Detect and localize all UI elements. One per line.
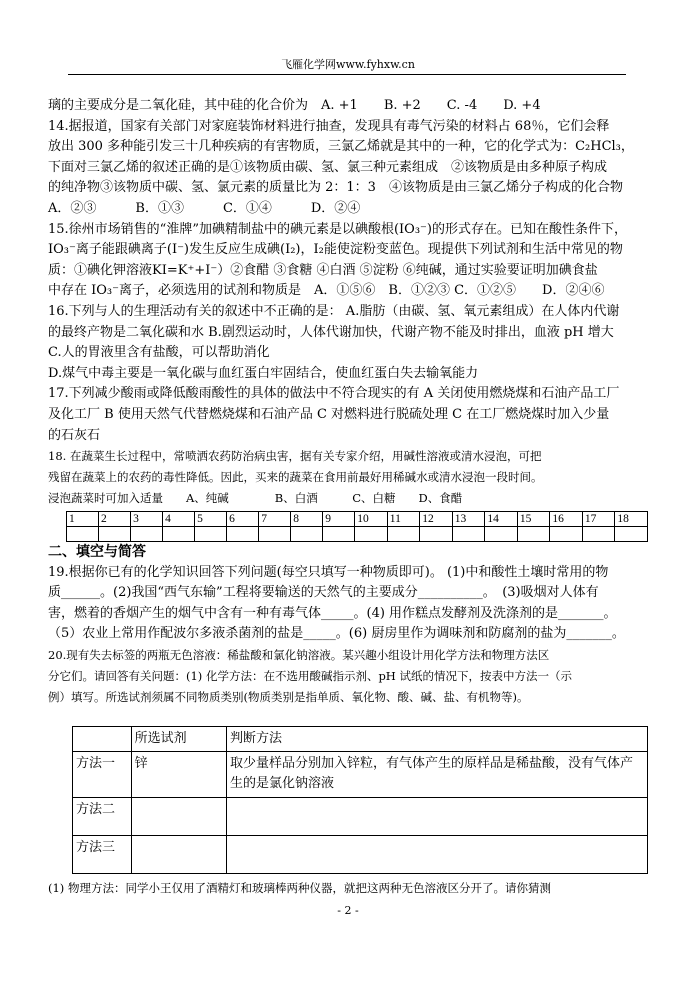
question-line: 15.徐州市场销售的“淮牌”加碘精制盐中的碘元素是以碘酸根(IO₃⁻)的形式存在。已知在酸性条件下， [48, 221, 627, 237]
question-line: 及化工厂 B 使用天然气代替燃烧煤和石油产品 C 对燃料进行脱硫处理 C 在工厂燃烧煤时加入少量 [48, 406, 610, 422]
table-row [73, 836, 648, 874]
method-reagent[interactable] [131, 836, 226, 874]
question-19 [48, 563, 648, 645]
answer-grid [66, 511, 648, 542]
answer-grid-number: 5 [195, 512, 227, 527]
question-line: 19.根据你已有的化学知识回答下列问题(每空只填写一种物质即可)。 (1)中和酸性土壤时常用的物 [48, 564, 609, 580]
method-reagent: 锌 [131, 752, 226, 798]
answer-cell[interactable] [485, 527, 518, 542]
table-row [73, 752, 648, 798]
question-line: 中存在 IO₃⁻离子，必须选用的试剂和物质是 A．①⑤⑥ B．①②③ C．①②⑤ D．②④⑥ [48, 283, 605, 299]
table-header-cell: 判断方法 [226, 727, 647, 752]
method-name: 方法二 [73, 798, 132, 836]
question-line: 17.下列减少酸雨或降低酸雨酸性的具体的做法中不符合现实的有 A 关闭使用燃烧煤和石油产品工厂 [48, 386, 620, 402]
question-20-physical: (1) 物理方法：同学小王仅用了酒精灯和玻璃棒两种仪器，就把这两种无色溶液区分开了。请你猜测 [48, 881, 551, 896]
question-line: 例）填写。所选试剂须属不同物质类别(物质类别是指单质、氧化物、酸、碱、盐、有机物等)。 [48, 690, 529, 705]
question-line: （5）农业上常用作配波尔多液杀菌剂的盐是_____。(6) 厨房里作为调味剂和防腐剂的盐为_______。 [48, 626, 625, 642]
answer-grid-number: 12 [420, 512, 453, 527]
question-line: IO₃⁻离子能跟碘离子(I⁻)发生反应生成碘(I₂)，I₂能使淀粉变蓝色。现提供下列试剂和生活中常见的物 [48, 242, 623, 258]
question-line: D.煤气中毒主要是一氧化碳与血红蛋白牢固结合，使血红蛋白失去输氧能力 [48, 365, 479, 381]
answer-cell[interactable] [582, 527, 615, 542]
answer-cell[interactable] [615, 527, 648, 542]
answer-cell[interactable] [163, 527, 195, 542]
question-18 [48, 446, 648, 509]
answer-cell[interactable] [227, 527, 259, 542]
answer-grid-number: 1 [67, 512, 99, 527]
answer-grid-number: 17 [582, 512, 615, 527]
question-line: A．②③ B．①③ C．①④ D．②④ [48, 200, 361, 216]
question-line: 下面对三氯乙烯的叙述正确的是①该物质由碳、氢、氯三种元素组成 ②该物质是由多种原子构成 [48, 159, 608, 175]
answer-cell[interactable] [550, 527, 583, 542]
answer-grid-number: 10 [355, 512, 388, 527]
answer-grid-number: 7 [259, 512, 291, 527]
answer-cell[interactable] [420, 527, 453, 542]
table-header-cell: 所选试剂 [131, 727, 226, 752]
answer-grid-number: 6 [227, 512, 259, 527]
question-line: 的石灰石 [48, 427, 101, 443]
answer-grid-number: 13 [452, 512, 485, 527]
answer-grid-number: 8 [291, 512, 323, 527]
method-description[interactable] [226, 836, 647, 874]
question-line: 14.据报道，国家有关部门对家庭装饰材料进行抽查，发现具有毒气污染的材料占 68％，它们会释 [48, 118, 610, 134]
table-row [73, 798, 648, 836]
method-reagent[interactable] [131, 798, 226, 836]
answer-grid-number: 3 [131, 512, 163, 527]
question-20 [48, 645, 648, 708]
question-line: 18. 在蔬菜生长过程中，常喷洒农药防治病虫害，据有关专家介绍，用碱性溶液或清水浸泡，可把 [48, 449, 542, 464]
table-header-row [73, 727, 648, 752]
answer-cell[interactable] [67, 527, 99, 542]
answer-grid-number: 15 [517, 512, 550, 527]
method-name: 方法三 [73, 836, 132, 874]
answer-cell[interactable] [131, 527, 163, 542]
answer-cell[interactable] [259, 527, 291, 542]
page-content [48, 96, 648, 899]
page-header: 飞雁化学网www.fyhxw.cn [281, 58, 415, 71]
question-line: 放出 300 多种能引发三十几种疾病的有害物质，三氯乙烯就是其中的一种，它的化学式为：C₂HCl₃， [48, 139, 634, 155]
question-14 [48, 117, 648, 220]
question-line: 的纯净物③该物质中碳、氢、氯元素的质量比为 2：1：3 ④该物质是由三氯乙烯分子构成的化合物 [48, 180, 623, 196]
question-line: 害，燃着的香烟产生的烟气中含有一种有毒气体_____。(4) 用作糕点发酵剂及洗涤剂的是_______。 [48, 605, 617, 621]
question-16 [48, 302, 648, 384]
answer-cell[interactable] [323, 527, 355, 542]
answer-cell[interactable] [195, 527, 227, 542]
answer-grid-number: 16 [550, 512, 583, 527]
header-rule [68, 74, 626, 75]
answer-grid-number: 14 [485, 512, 518, 527]
question-15 [48, 220, 648, 302]
answer-cell[interactable] [99, 527, 131, 542]
answer-grid-number: 4 [163, 512, 195, 527]
answer-grid-number: 9 [323, 512, 355, 527]
answer-grid-number: 18 [615, 512, 648, 527]
question-line: 残留在蔬菜上的农药的毒性降低。因此，买来的蔬菜在食用前最好用稀碱水或清水浸泡一段时间。 [48, 470, 543, 485]
method-description: 取少量样品分别加入锌粒，有气体产生的原样品是稀盐酸，没有气体产生的是氯化钠溶液 [226, 752, 647, 798]
question-line: 质______。(2)我国“西气东输”工程将要输送的天然气的主要成分__________。 (3)吸烟对人体有 [48, 585, 599, 601]
question-line: 分它们。请回答有关问题：(1) 化学方法：在不选用酸碱指示剂、pH 试纸的情况下，按表中方法一（示 [48, 669, 572, 684]
answer-cell[interactable] [355, 527, 388, 542]
section-heading: 二、填空与简答 [48, 544, 146, 561]
method-name: 方法一 [73, 752, 132, 798]
method-description[interactable] [226, 798, 647, 836]
answer-cell[interactable] [387, 527, 419, 542]
answer-grid-number: 2 [99, 512, 131, 527]
question-line: 浸泡蔬菜时可加入适量 A、纯碱 B、白酒 C、白糖 D、食醋 [48, 491, 463, 506]
table-header-cell [73, 727, 132, 752]
question-line: C.人的胃液里含有盐酸，可以帮助消化 [48, 345, 270, 361]
question-line: 16.下列与人的生理活动有关的叙述中不正确的是： A.脂肪（由碳、氢、氧元素组成）在人体内代谢 [48, 303, 620, 319]
answer-cell[interactable] [291, 527, 323, 542]
question-13-tail: 璃的主要成分是二氧化硅，其中硅的化合价为 A. +1 B. +2 C. -4 D. +4 [48, 98, 541, 113]
answer-grid-number: 11 [387, 512, 419, 527]
question-line: 质：①碘化钾溶液KI=K⁺+I⁻）②食醋 ③食糖 ④白酒 ⑤淀粉 ⑥纯碱，通过实验要证明加碘食盐 [48, 262, 598, 278]
question-line: 的最终产物是二氧化碳和水 B.剧烈运动时，人体代谢加快，代谢产物不能及时排出，血液 pH 增大 [48, 324, 614, 340]
methods-table [72, 726, 648, 874]
question-17 [48, 384, 648, 446]
answer-cell[interactable] [452, 527, 485, 542]
question-line: 20.现有失去标签的两瓶无色溶液：稀盐酸和氯化钠溶液。某兴趣小组设计用化学方法和物理方法区 [48, 648, 550, 663]
answer-cell[interactable] [517, 527, 550, 542]
page-number: - 2 - [337, 904, 359, 917]
